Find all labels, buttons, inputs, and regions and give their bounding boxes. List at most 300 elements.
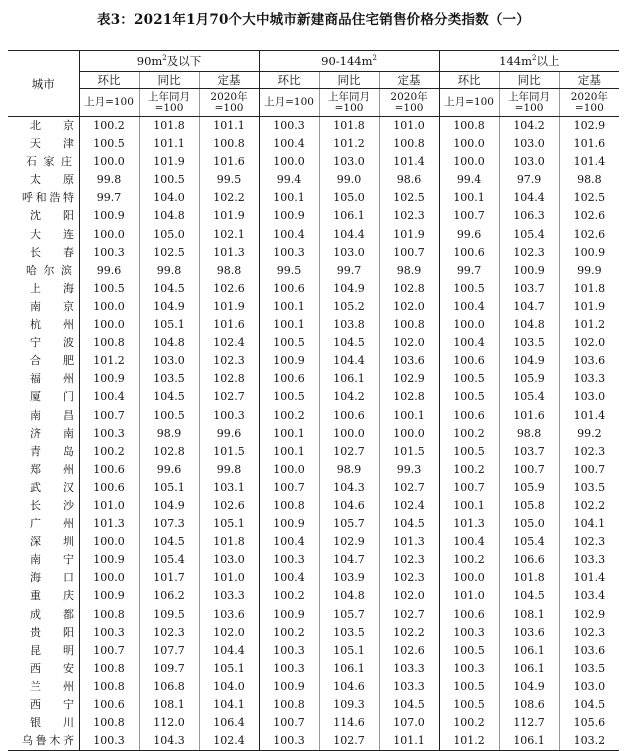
- subheader-medium-2: 定基: [379, 72, 439, 89]
- index-value-cell: 101.4: [379, 153, 439, 171]
- group-label-small-tail: 及以下: [166, 54, 202, 68]
- index-value-cell: 100.3: [79, 244, 139, 262]
- city-name-cell: [8, 370, 79, 388]
- index-value-cell: 101.0: [439, 587, 499, 605]
- index-value-cell: 102.3: [139, 624, 199, 642]
- index-value-cell: 102.9: [379, 370, 439, 388]
- index-value-cell: 112.7: [499, 714, 559, 732]
- index-value-cell: 99.6: [79, 262, 139, 280]
- index-value-cell: 100.8: [199, 135, 259, 153]
- city-name: 乌鲁木齐: [22, 734, 74, 748]
- index-value-cell: 103.6: [379, 352, 439, 370]
- group-label-large-sup: 2: [532, 54, 537, 63]
- index-value-cell: 102.4: [379, 497, 439, 515]
- index-value-cell: 105.8: [499, 497, 559, 515]
- index-value-cell: 109.5: [139, 606, 199, 624]
- index-value-cell: 102.3: [379, 207, 439, 225]
- base-label-line: 上年同月: [508, 90, 551, 103]
- index-value-cell: 102.6: [199, 280, 259, 298]
- index-value-cell: 105.1: [139, 479, 199, 497]
- index-value-cell: 100.8: [79, 660, 139, 678]
- city-name: 天津: [30, 137, 74, 151]
- city-name-cell: [8, 207, 79, 225]
- city-name-cell: [8, 352, 79, 370]
- index-value-cell: 100.1: [259, 443, 319, 461]
- subheader-row: [8, 72, 619, 89]
- subheader-small-2: 定基: [199, 72, 259, 89]
- index-value-cell: 100.5: [259, 334, 319, 352]
- index-value-cell: 104.5: [139, 533, 199, 551]
- city-name-cell: [8, 732, 79, 751]
- index-value-cell: 114.6: [319, 714, 379, 732]
- index-value-cell: 102.2: [559, 497, 619, 515]
- city-name-cell: [8, 316, 79, 334]
- index-value-cell: 100.1: [259, 298, 319, 316]
- table-row: [8, 443, 619, 461]
- index-value-cell: 104.1: [559, 515, 619, 533]
- index-value-cell: 100.4: [439, 533, 499, 551]
- city-name: 兰州: [30, 679, 74, 693]
- table-row: [8, 587, 619, 605]
- index-value-cell: 106.1: [319, 207, 379, 225]
- index-value-cell: 101.5: [379, 443, 439, 461]
- index-value-cell: 100.5: [139, 407, 199, 425]
- index-value-cell: 101.2: [559, 316, 619, 334]
- city-name-cell: [8, 515, 79, 533]
- table-row: [8, 370, 619, 388]
- index-value-cell: 103.6: [199, 606, 259, 624]
- index-value-cell: 102.0: [559, 334, 619, 352]
- city-column-header: 城市: [8, 51, 79, 117]
- index-value-cell: 102.0: [379, 587, 439, 605]
- base-label-line: 2020年: [210, 90, 248, 103]
- index-value-cell: 100.5: [259, 388, 319, 406]
- index-value-cell: 100.0: [319, 425, 379, 443]
- index-value-cell: 100.6: [259, 370, 319, 388]
- index-value-cell: 100.5: [439, 678, 499, 696]
- index-value-cell: 106.1: [499, 660, 559, 678]
- index-value-cell: 103.3: [559, 370, 619, 388]
- index-value-cell: 100.9: [79, 551, 139, 569]
- table-row: [8, 624, 619, 642]
- base-label-line: =100: [334, 101, 364, 114]
- index-value-cell: 98.8: [559, 171, 619, 189]
- base-label-small-1: [139, 89, 199, 117]
- index-value-cell: 97.9: [499, 171, 559, 189]
- index-value-cell: 105.7: [319, 606, 379, 624]
- index-value-cell: 100.9: [79, 207, 139, 225]
- table-row: [8, 334, 619, 352]
- index-value-cell: 98.9: [379, 262, 439, 280]
- city-name-cell: [8, 171, 79, 189]
- index-value-cell: 100.5: [439, 443, 499, 461]
- index-value-cell: 100.6: [439, 352, 499, 370]
- index-value-cell: 102.9: [559, 606, 619, 624]
- index-value-cell: 101.4: [559, 569, 619, 587]
- index-value-cell: 106.2: [139, 587, 199, 605]
- city-name: 济南: [30, 426, 74, 440]
- index-value-cell: 102.5: [379, 189, 439, 207]
- index-value-cell: 109.3: [319, 696, 379, 714]
- index-value-cell: 99.3: [379, 461, 439, 479]
- city-name-cell: [8, 117, 79, 136]
- index-value-cell: 103.5: [319, 624, 379, 642]
- table-row: [8, 551, 619, 569]
- index-value-cell: 100.5: [439, 280, 499, 298]
- index-value-cell: 100.0: [79, 569, 139, 587]
- index-value-cell: 99.8: [139, 262, 199, 280]
- base-label-small-0: [79, 89, 139, 117]
- index-value-cell: 99.8: [79, 171, 139, 189]
- city-name: 重庆: [30, 589, 74, 603]
- index-value-cell: 100.0: [79, 153, 139, 171]
- index-value-cell: 100.5: [139, 171, 199, 189]
- table-row: [8, 732, 619, 751]
- index-value-cell: 101.2: [319, 135, 379, 153]
- base-label-line: 上月=100: [84, 96, 134, 108]
- index-value-cell: 104.5: [559, 696, 619, 714]
- index-value-cell: 103.0: [319, 153, 379, 171]
- index-value-cell: 99.6: [199, 425, 259, 443]
- index-value-cell: 102.8: [379, 280, 439, 298]
- city-name: 哈尔滨: [26, 263, 72, 277]
- index-value-cell: 104.3: [319, 479, 379, 497]
- index-value-cell: 103.9: [319, 569, 379, 587]
- index-value-cell: 100.2: [259, 624, 319, 642]
- subheader-large-1: 同比: [499, 72, 559, 89]
- index-value-cell: 100.8: [79, 334, 139, 352]
- index-value-cell: 101.2: [79, 352, 139, 370]
- index-value-cell: 103.0: [559, 678, 619, 696]
- index-value-cell: 108.1: [499, 606, 559, 624]
- base-label-large-1: [499, 89, 559, 117]
- city-name-cell: [8, 714, 79, 732]
- index-value-cell: 100.7: [439, 479, 499, 497]
- base-label-medium-1: [319, 89, 379, 117]
- index-value-cell: 101.0: [79, 497, 139, 515]
- index-value-cell: 102.5: [139, 244, 199, 262]
- city-name: 大连: [30, 227, 74, 241]
- index-value-cell: 103.6: [499, 624, 559, 642]
- index-value-cell: 102.4: [199, 334, 259, 352]
- city-name: 武汉: [30, 480, 74, 494]
- index-value-cell: 104.5: [139, 388, 199, 406]
- index-value-cell: 105.1: [199, 660, 259, 678]
- index-value-cell: 104.9: [499, 352, 559, 370]
- index-value-cell: 103.4: [559, 587, 619, 605]
- index-value-cell: 100.7: [259, 479, 319, 497]
- index-value-cell: 104.8: [499, 316, 559, 334]
- index-value-cell: 100.2: [439, 714, 499, 732]
- index-value-cell: 100.9: [79, 370, 139, 388]
- index-value-cell: 104.8: [139, 207, 199, 225]
- index-value-cell: 100.3: [259, 642, 319, 660]
- index-value-cell: 100.0: [439, 316, 499, 334]
- table-row: [8, 244, 619, 262]
- index-value-cell: 100.5: [79, 135, 139, 153]
- index-value-cell: 100.8: [379, 316, 439, 334]
- index-value-cell: 101.6: [559, 135, 619, 153]
- index-value-cell: 105.1: [139, 316, 199, 334]
- city-name: 厦门: [30, 390, 74, 404]
- index-value-cell: 102.2: [379, 624, 439, 642]
- base-label-line: 上年同月: [148, 90, 190, 103]
- subheader-small-0: 环比: [79, 72, 139, 89]
- base-label-line: 上月=100: [264, 96, 314, 108]
- table-row: [8, 642, 619, 660]
- city-name: 深圳: [30, 535, 74, 549]
- index-value-cell: 104.5: [319, 334, 379, 352]
- index-value-cell: 103.3: [379, 660, 439, 678]
- index-value-cell: 106.1: [499, 732, 559, 751]
- index-value-cell: 102.1: [199, 226, 259, 244]
- index-value-cell: 100.2: [259, 587, 319, 605]
- index-value-cell: 104.7: [499, 298, 559, 316]
- city-name: 北京: [30, 119, 74, 132]
- index-value-cell: 100.8: [259, 696, 319, 714]
- index-value-cell: 102.0: [199, 624, 259, 642]
- index-value-cell: 104.2: [499, 117, 559, 136]
- city-name: 福州: [30, 372, 74, 386]
- index-value-cell: 102.6: [559, 207, 619, 225]
- index-value-cell: 101.8: [499, 569, 559, 587]
- index-value-cell: 103.7: [499, 280, 559, 298]
- index-value-cell: 106.8: [139, 678, 199, 696]
- index-value-cell: 100.3: [439, 660, 499, 678]
- index-value-cell: 100.7: [439, 207, 499, 225]
- index-value-cell: 99.7: [439, 262, 499, 280]
- index-value-cell: 100.4: [259, 569, 319, 587]
- index-value-cell: 104.0: [139, 189, 199, 207]
- table-row: [8, 515, 619, 533]
- index-value-cell: 100.1: [259, 189, 319, 207]
- index-value-cell: 105.4: [499, 226, 559, 244]
- index-value-cell: 101.9: [139, 153, 199, 171]
- index-value-cell: 100.6: [439, 606, 499, 624]
- index-value-cell: 104.9: [139, 298, 199, 316]
- index-value-cell: 108.6: [499, 696, 559, 714]
- table-row: [8, 696, 619, 714]
- city-name-cell: [8, 280, 79, 298]
- index-value-cell: 105.4: [139, 551, 199, 569]
- index-value-cell: 102.3: [559, 533, 619, 551]
- index-value-cell: 101.9: [199, 298, 259, 316]
- city-name: 太原: [30, 173, 74, 187]
- index-value-cell: 104.6: [319, 678, 379, 696]
- index-value-cell: 99.7: [79, 189, 139, 207]
- city-name-cell: [8, 696, 79, 714]
- city-name: 成都: [30, 607, 74, 621]
- index-value-cell: 107.0: [379, 714, 439, 732]
- city-name: 青岛: [30, 444, 74, 458]
- index-value-cell: 100.3: [199, 407, 259, 425]
- index-value-cell: 102.9: [319, 533, 379, 551]
- base-label-line: =100: [394, 101, 424, 114]
- city-name-cell: [8, 497, 79, 515]
- index-value-cell: 100.2: [79, 443, 139, 461]
- index-value-cell: 102.3: [379, 569, 439, 587]
- index-value-cell: 100.4: [439, 298, 499, 316]
- index-value-cell: 101.0: [379, 117, 439, 136]
- base-label-medium-2: [379, 89, 439, 117]
- base-label-line: =100: [574, 101, 604, 114]
- index-value-cell: 100.1: [259, 425, 319, 443]
- index-value-cell: 100.3: [259, 660, 319, 678]
- index-value-cell: 100.5: [439, 370, 499, 388]
- index-value-cell: 102.2: [199, 189, 259, 207]
- table-row: [8, 606, 619, 624]
- index-value-cell: 104.0: [199, 678, 259, 696]
- index-value-cell: 102.3: [559, 624, 619, 642]
- index-value-cell: 100.3: [259, 244, 319, 262]
- index-value-cell: 112.0: [139, 714, 199, 732]
- index-value-cell: 106.1: [319, 660, 379, 678]
- index-value-cell: 100.0: [79, 533, 139, 551]
- base-row: [8, 89, 619, 117]
- group-header-small: [79, 51, 259, 72]
- base-label-line: =100: [514, 101, 544, 114]
- index-value-cell: 101.5: [199, 443, 259, 461]
- index-value-cell: 100.6: [439, 407, 499, 425]
- index-value-cell: 106.1: [319, 370, 379, 388]
- base-label-small-2: [199, 89, 259, 117]
- subheader-small-1: 同比: [139, 72, 199, 89]
- city-name-cell: [8, 533, 79, 551]
- index-value-cell: 100.1: [439, 497, 499, 515]
- index-value-cell: 100.1: [379, 407, 439, 425]
- index-value-cell: 100.6: [259, 280, 319, 298]
- index-value-cell: 99.6: [439, 226, 499, 244]
- index-value-cell: 102.8: [379, 388, 439, 406]
- index-value-cell: 102.3: [499, 244, 559, 262]
- index-value-cell: 105.6: [559, 714, 619, 732]
- table-row: [8, 533, 619, 551]
- index-value-cell: 102.8: [139, 443, 199, 461]
- index-value-cell: 99.4: [439, 171, 499, 189]
- index-value-cell: 100.1: [259, 316, 319, 334]
- city-name-cell: [8, 189, 79, 207]
- city-name-cell: [8, 153, 79, 171]
- index-value-cell: 100.4: [439, 334, 499, 352]
- table-title: 表3：2021年1月70个大中城市新建商品住宅销售价格分类指数（一）: [97, 12, 530, 28]
- base-label-medium-0: [259, 89, 319, 117]
- index-value-cell: 100.8: [79, 714, 139, 732]
- index-value-cell: 104.4: [319, 226, 379, 244]
- city-name: 南京: [30, 299, 74, 313]
- index-value-cell: 103.7: [499, 443, 559, 461]
- index-value-cell: 103.0: [559, 388, 619, 406]
- index-value-cell: 102.3: [199, 352, 259, 370]
- city-name: 杭州: [30, 318, 74, 332]
- index-value-cell: 103.2: [559, 732, 619, 751]
- table-row: [8, 298, 619, 316]
- table-row: [8, 388, 619, 406]
- city-name: 西宁: [30, 698, 74, 711]
- table-row: [8, 262, 619, 280]
- index-value-cell: 105.4: [499, 533, 559, 551]
- index-value-cell: 100.9: [499, 262, 559, 280]
- index-value-cell: 100.7: [79, 407, 139, 425]
- index-value-cell: 105.1: [319, 642, 379, 660]
- index-value-cell: 102.7: [319, 732, 379, 751]
- table-row: [8, 714, 619, 732]
- table-row: [8, 569, 619, 587]
- index-value-cell: 104.5: [139, 280, 199, 298]
- index-value-cell: 103.0: [199, 551, 259, 569]
- price-index-table: [8, 50, 619, 751]
- index-value-cell: 101.1: [379, 732, 439, 751]
- index-value-cell: 100.4: [259, 533, 319, 551]
- base-label-line: 2020年: [570, 90, 608, 103]
- table-row: [8, 678, 619, 696]
- table-body: [8, 117, 619, 751]
- index-value-cell: 104.4: [199, 642, 259, 660]
- index-value-cell: 100.9: [259, 678, 319, 696]
- base-label-large-0: [439, 89, 499, 117]
- index-value-cell: 104.2: [319, 388, 379, 406]
- index-value-cell: 100.0: [439, 153, 499, 171]
- index-value-cell: 100.0: [79, 316, 139, 334]
- index-value-cell: 102.9: [559, 117, 619, 136]
- table-row: [8, 171, 619, 189]
- index-value-cell: 104.6: [319, 497, 379, 515]
- index-value-cell: 106.6: [499, 551, 559, 569]
- index-value-cell: 103.1: [199, 479, 259, 497]
- index-value-cell: 100.6: [79, 461, 139, 479]
- base-label-line: =100: [214, 101, 244, 114]
- city-name-cell: [8, 606, 79, 624]
- table-row: [8, 660, 619, 678]
- index-value-cell: 102.8: [199, 370, 259, 388]
- index-value-cell: 104.9: [139, 497, 199, 515]
- index-value-cell: 101.3: [439, 515, 499, 533]
- base-label-line: 2020年: [390, 90, 428, 103]
- index-value-cell: 100.8: [439, 117, 499, 136]
- index-value-cell: 100.5: [79, 280, 139, 298]
- table-row: [8, 479, 619, 497]
- city-name: 上海: [30, 281, 74, 295]
- city-name-cell: [8, 298, 79, 316]
- group-header-medium: [259, 51, 439, 72]
- city-name-cell: [8, 135, 79, 153]
- index-value-cell: 104.7: [319, 551, 379, 569]
- base-label-line: 上年同月: [328, 90, 371, 103]
- group-label-large-tail: 以上: [536, 54, 560, 68]
- index-value-cell: 100.2: [439, 551, 499, 569]
- index-value-cell: 106.4: [199, 714, 259, 732]
- index-value-cell: 100.3: [79, 732, 139, 751]
- index-value-cell: 100.7: [559, 461, 619, 479]
- index-value-cell: 100.0: [79, 298, 139, 316]
- base-label-large-2: [559, 89, 619, 117]
- index-value-cell: 100.2: [439, 461, 499, 479]
- index-value-cell: 102.5: [559, 189, 619, 207]
- index-value-cell: 98.8: [199, 262, 259, 280]
- index-value-cell: 104.8: [139, 334, 199, 352]
- city-name: 海口: [30, 571, 74, 585]
- table-row: [8, 425, 619, 443]
- index-value-cell: 109.7: [139, 660, 199, 678]
- index-value-cell: 101.6: [199, 316, 259, 334]
- index-value-cell: 105.9: [499, 479, 559, 497]
- city-name-cell: [8, 660, 79, 678]
- index-value-cell: 105.1: [199, 515, 259, 533]
- index-value-cell: 105.9: [499, 370, 559, 388]
- table-row: [8, 135, 619, 153]
- index-value-cell: 104.8: [319, 587, 379, 605]
- table-row: [8, 407, 619, 425]
- index-value-cell: 105.0: [139, 226, 199, 244]
